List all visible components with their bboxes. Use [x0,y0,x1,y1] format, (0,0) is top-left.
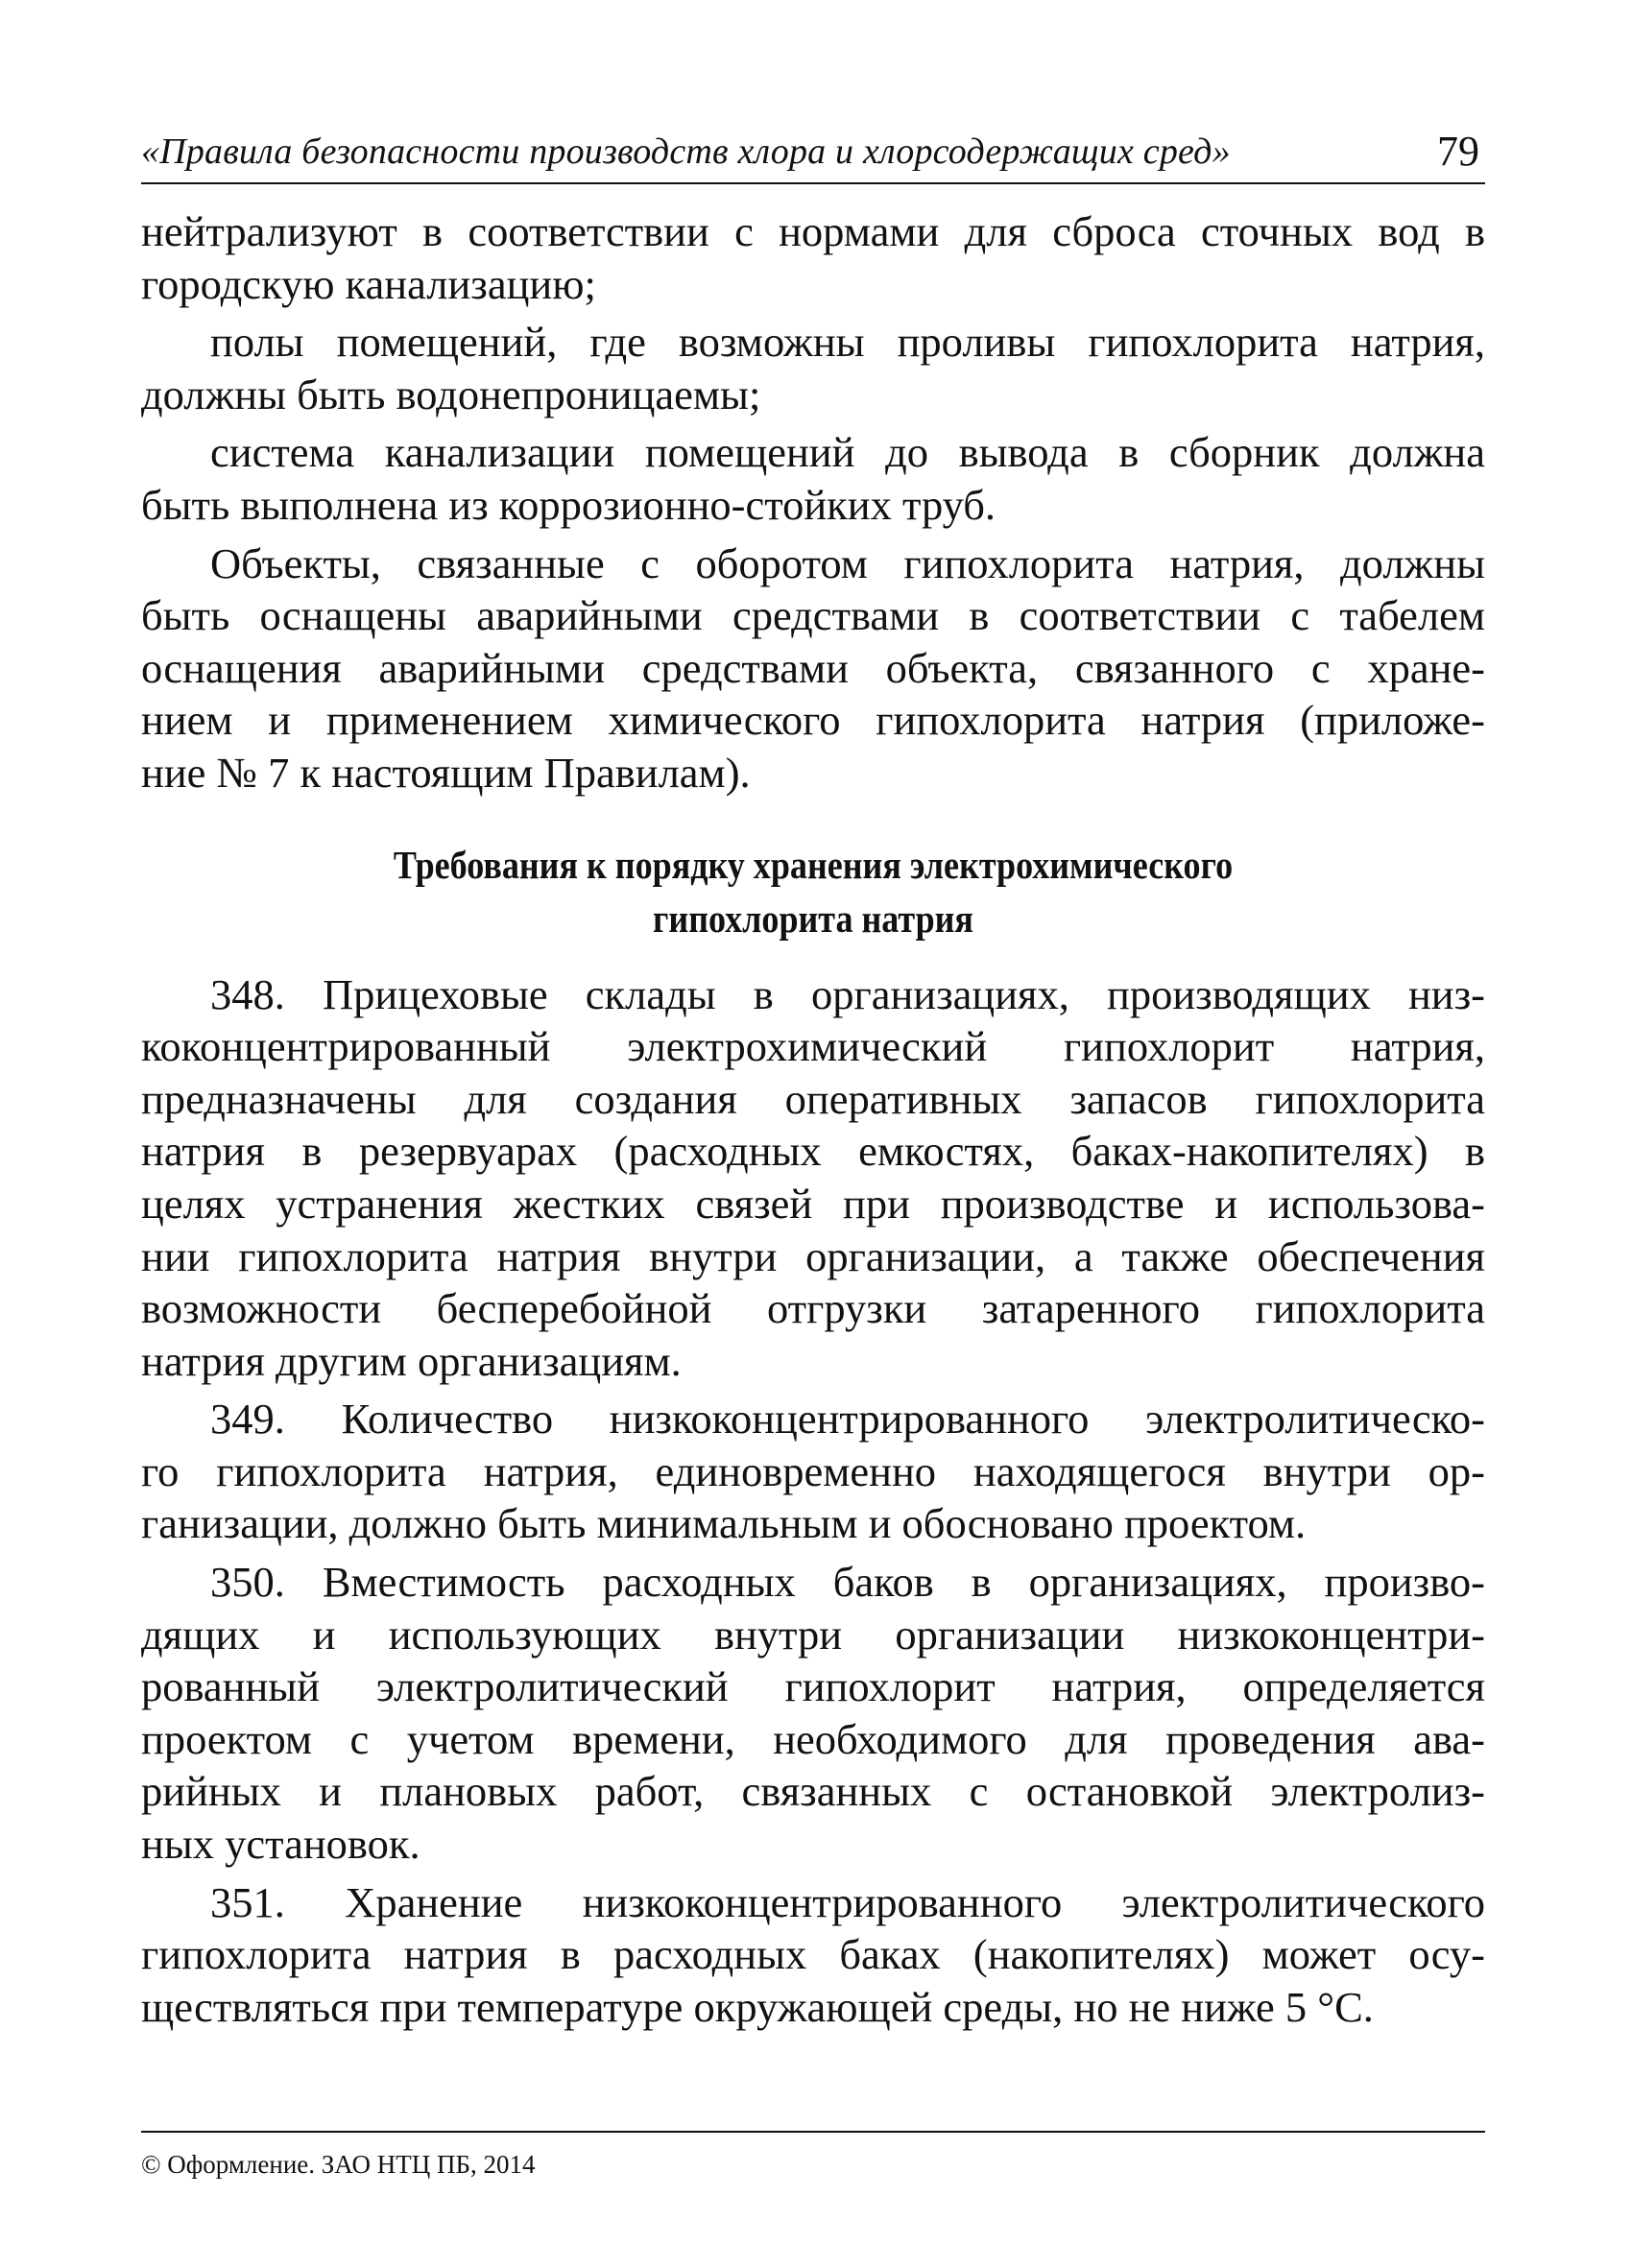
text-line: быть оснащены аварийными средствами в соответствии с табелем [141,591,1485,640]
paragraph [141,537,1485,800]
text-line: го гипохлорита натрия, единовременно находящегося внутри ор- [141,1446,1485,1495]
paragraph [141,1556,1485,1871]
text-line: должны быть водонепроницаемы; [141,370,761,418]
text-line: система канализации помещений до вывода в сборник должна [210,428,1485,477]
text-line: оснащения аварийными средствами объекта, связанного с хране- [141,643,1485,692]
text-line: ных установок. [141,1820,420,1869]
running-title: «Правила безопасности производств хлора и хлорсодержащих сред» [141,131,1231,172]
paragraph [141,1393,1485,1550]
text-line: натрия в резервуарах (расходных емкостях, баках-накопителях) в [141,1127,1485,1176]
paragraph-gap [141,2033,1485,2039]
text-line: рованный электролитический гипохлорит натрия, определяется [141,1662,1485,1711]
text-line: возможности бесперебойной отгрузки затаренного гипохлорита [141,1284,1485,1333]
text-line: нии гипохлорита натрия внутри организации, а также обеспечения [141,1231,1485,1280]
text-line: ществляться при температуре окружающей среды, но не ниже 5 °С. [141,1982,1374,2031]
text-line: городскую канализацию; [141,259,596,308]
paragraph [141,426,1485,531]
text-line: ганизации, должно быть минимальным и обосновано проектом. [141,1499,1307,1548]
paragraph [141,205,1485,310]
running-header [141,123,1485,184]
paragraph [141,1876,1485,2034]
text-line: полы помещений, где возможны проливы гипохлорита натрия, [210,318,1485,367]
page-number: 79 [1437,128,1479,175]
text-line: нейтрализуют в соответствии с нормами для сброса сточных вод в [141,207,1485,255]
paragraph [141,316,1485,420]
page-footer [141,2131,1485,2180]
paragraph [141,968,1485,1388]
text-line: натрия другим организациям. [141,1336,682,1385]
text-line: рийных и плановых работ, связанных с остановкой электролиз- [141,1767,1485,1816]
text-line: 348. Прицеховые склады в организациях, производящих низ- [210,969,1485,1018]
heading-line: Требования к порядку хранения электрохимического [393,842,1234,887]
text-line: дящих и использующих внутри организации низкоконцентри- [141,1610,1485,1659]
section-heading [222,838,1404,945]
text-line: быть выполнена из коррозионно-стойких труб. [141,480,996,529]
text-line: ние № 7 к настоящим Правилам). [141,748,751,797]
text-line: 350. Вместимость расходных баков в организациях, произво- [210,1558,1485,1607]
heading-line: гипохлорита натрия [653,895,973,941]
text-line: 351. Хранение низкоконцентрированного электролитического [210,1877,1485,1926]
text-line: гипохлорита натрия в расходных баках (накопителях) может осу- [141,1930,1485,1979]
text-line: нием и применением химического гипохлорита натрия (приложе- [141,696,1485,745]
text-line: предназначены для создания оперативных запасов гипохлорита [141,1074,1485,1123]
text-line: проектом с учетом времени, необходимого для проведения ава- [141,1714,1485,1763]
copyright-notice: © Оформление. ЗАО НТЦ ПБ, 2014 [141,2150,536,2179]
text-line: коконцентрированный электрохимический гипохлорит натрия, [141,1022,1485,1071]
text-line: целях устранения жестких связей при производстве и использова- [141,1179,1485,1228]
paragraph-gap [141,800,1485,805]
text-line: 349. Количество низкоконцентрированного электролитическо- [210,1395,1485,1444]
text-line: Объекты, связанные с оборотом гипохлорита натрия, должны [210,538,1485,587]
document-body [141,205,1485,2039]
